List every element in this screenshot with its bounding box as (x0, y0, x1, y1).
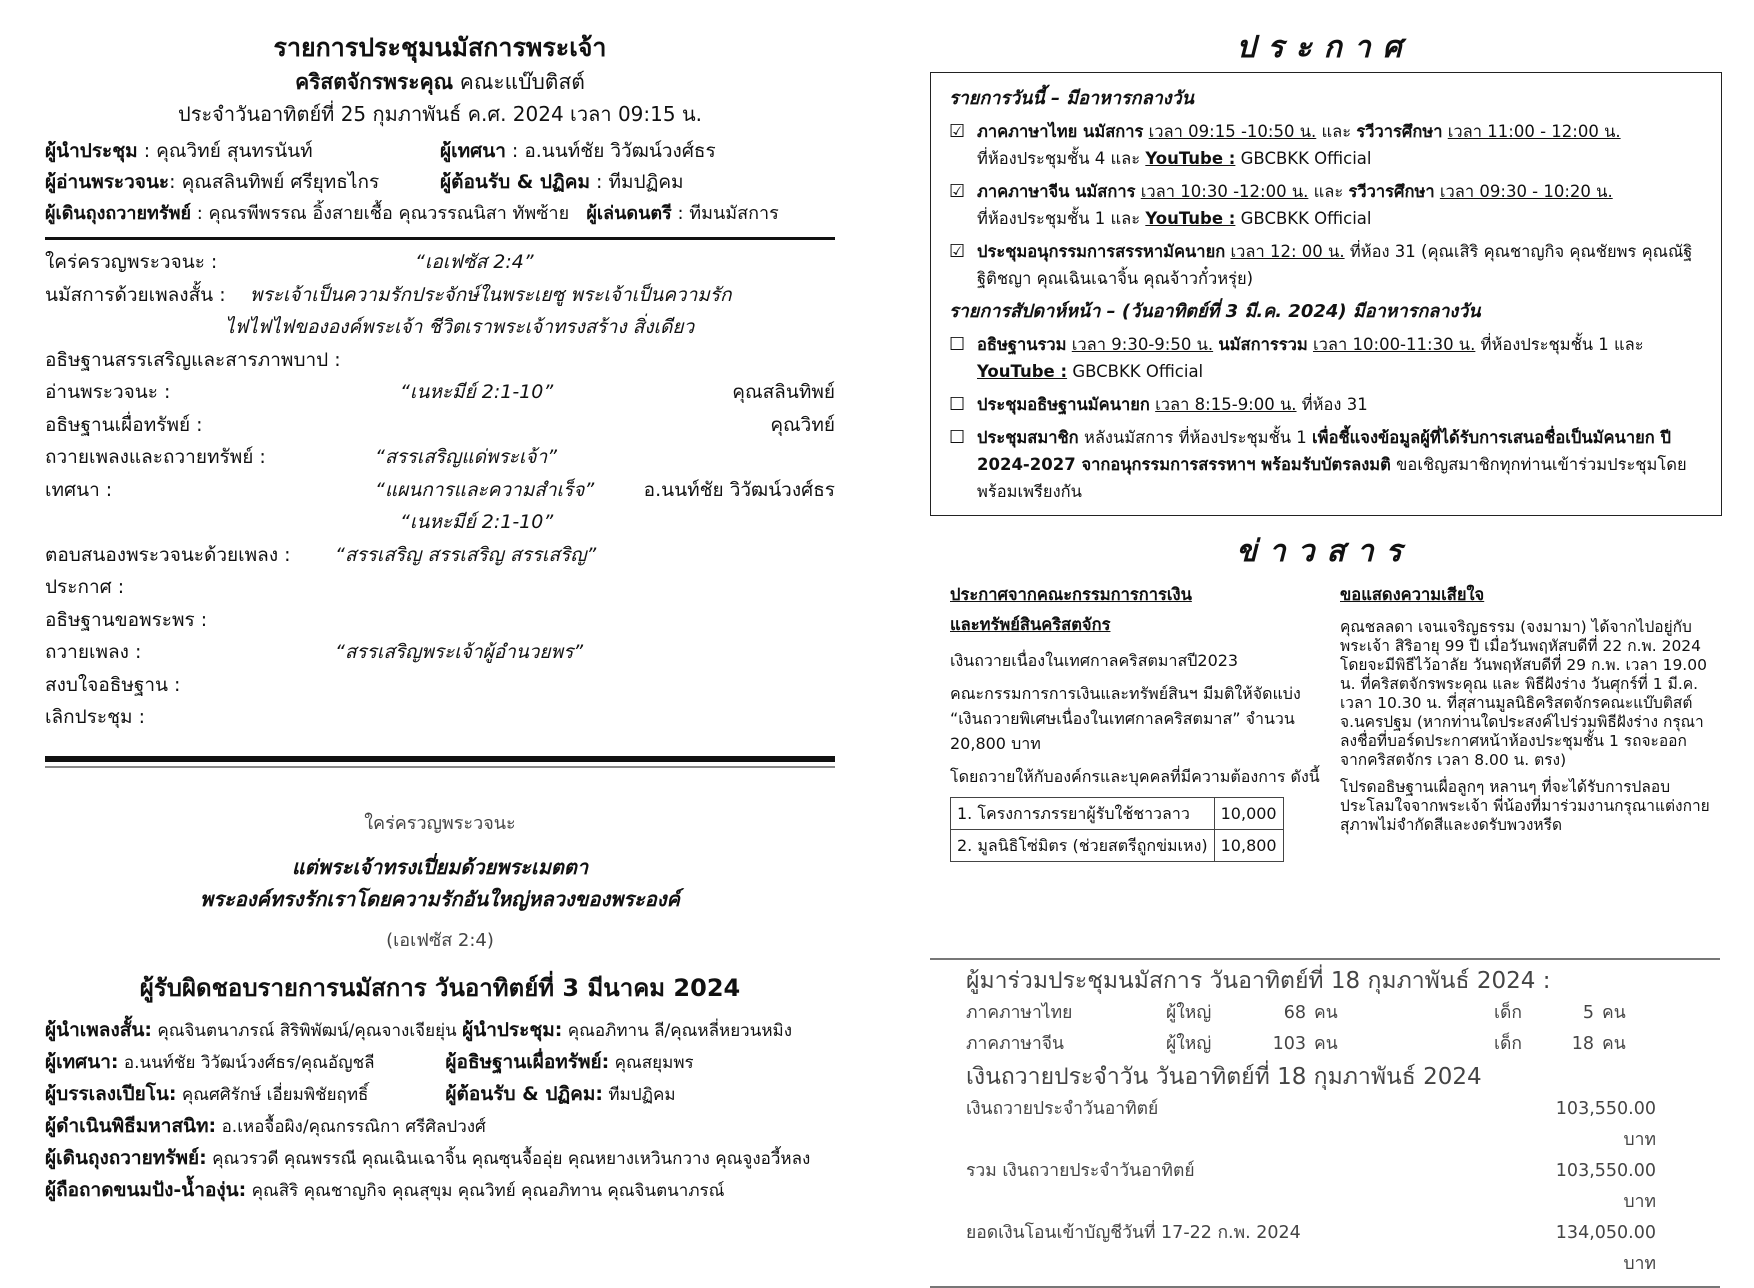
responsibility-role: ผู้ดำเนินพิธีมหาสนิท: (45, 1114, 217, 1137)
order-label: ประกาศ : (45, 576, 125, 598)
announcements-column (930, 30, 1720, 862)
channel-name: GBCBKK Official (1240, 209, 1372, 228)
announcement-item (949, 424, 1705, 505)
item-text: ที่ห้องประชุมชั้น 1 และ (977, 209, 1141, 228)
order-row (45, 409, 835, 442)
responsibility-title: ผู้รับผิดชอบรายการนมัสการ วันอาทิตย์ที่ 3 มีนาคม 2024 (139, 973, 741, 1002)
finance-news (930, 580, 1340, 862)
attendance-heading: ผู้มาร่วมประชุมนมัสการ วันอาทิตย์ที่ 18 กุมภาพันธ์ 2024 : (966, 968, 1551, 994)
checkbox-empty-icon: ☐ (949, 394, 966, 415)
role-row: ผู้นำประชุม : คุณวิทย์ สุนทรนันท์ ผู้เทศนา : อ.นนท์ชัย วิวัฒน์วงศ์ธร (45, 140, 716, 162)
responsibility-cell (445, 1047, 693, 1079)
announcements-box (930, 72, 1722, 516)
responsibility-cell (45, 1175, 724, 1207)
roles-block (45, 136, 835, 229)
group-name: ภาคภาษาไทย (966, 1003, 1073, 1023)
responsibility-role: ผู้บรรเลงเปียโน: (45, 1082, 177, 1105)
attendance-row (930, 998, 1720, 1029)
channel-name: GBCBKK Official (1240, 149, 1372, 168)
item-time: เวลา 09:15 -10:50 น. (1148, 122, 1317, 141)
item-bold: รวีวารศึกษา (1356, 122, 1443, 141)
item-text: หลังนมัสการ ที่ห้องประชุมชั้น 1 (1083, 428, 1307, 447)
item-text: ที่ห้องประชุมชั้น 1 และ (1480, 335, 1644, 354)
youtube-link[interactable]: YouTube : (977, 362, 1068, 381)
role-label: ผู้เล่นดนตรี (586, 203, 672, 224)
adult-count: 103 (1272, 1034, 1306, 1054)
gift-amount: 10,000 (1214, 798, 1283, 830)
order-row (45, 376, 835, 409)
order-detail: “สรรเสริญแด่พระเจ้า” (375, 446, 557, 468)
unit: คน (1314, 1034, 1338, 1054)
role-value: คุณวิทย์ สุนทรนันท์ (156, 140, 313, 162)
order-row (45, 604, 835, 637)
responsibility-role: ผู้เทศนา: (45, 1050, 119, 1073)
responsibility-cell (45, 1079, 440, 1111)
finance-heading-line: ประกาศจากคณะกรรมการการเงิน (950, 585, 1192, 604)
checkbox-empty-icon: ☐ (949, 334, 966, 355)
unit: คน (1602, 1003, 1626, 1023)
role-value: ทีมนมัสการ (689, 203, 779, 224)
next-week-heading: รายการสัปดาห์หน้า – (วันอาทิตย์ที่ 3 มี.ค. 2024) มีอาหารกลางวัน (949, 301, 1481, 322)
program-title: รายการประชุมนมัสการพระเจ้า (273, 33, 607, 62)
order-row (45, 344, 835, 377)
offering-label: รวม เงินถวายประจำวันอาทิตย์ (966, 1161, 1195, 1181)
item-bold: ภาคภาษาไทย นมัสการ (977, 122, 1144, 141)
item-time: เวลา 11:00 - 12:00 น. (1447, 122, 1621, 141)
responsibility-person: คุณจินตนาภรณ์ สิริพิพัฒน์/คุณจางเจียยุ่น (157, 1020, 457, 1041)
offering-amount: 103,550.00 บาท (1555, 1099, 1656, 1150)
order-person: อ.นนท์ชัย วิวัฒน์วงศ์ธร (643, 478, 835, 501)
attendance-row (930, 1029, 1720, 1060)
unit: คน (1602, 1034, 1626, 1054)
offering-heading: เงินถวายประจำวัน วันอาทิตย์ที่ 18 กุมภาพันธ์ 2024 (966, 1064, 1482, 1090)
responsibility-person: คุณอภิทาน ลี/คุณหลี่หยวนหมิง (567, 1020, 793, 1041)
offering-label: ยอดเงินโอนเข้าบัญชีวันที่ 17-22 ก.พ. 2024 (966, 1223, 1301, 1243)
condolence-paragraph: คุณชลลดา เจนเจริญธรรม (จงมามา) ได้จากไปอยู่กับพระเจ้า สิริอายุ 99 ปี เมื่อวันพฤหัสบดีที่ 22 ก.พ. 2024 โดยจะมีพิธีไว้อาลัย วันพฤหัสบดีที่ 29 ก.พ. เวลา 19.00 น. ที่คริสตจักรพระคุณ และ พิธีฝังร่าง วันศุกร์ที่ 1 มี.ค. เวลา 10.30 น. ที่สุสานมูลนิธิคริสตจักรคณะแบ๊บติสต์ จ.นครปฐม (หากท่านใดประสงค์ไปร่วมพิธีฝังร่าง กรุณาลงชื่อที่บอร์ดประกาศหน้าห้องประชุมชั้น 1 รถจะออกจากคริสตจักร เวลา 8.00 น. ตรง) (1340, 618, 1707, 769)
item-time: เวลา 12: 00 น. (1230, 242, 1345, 261)
unit: คน (1314, 1003, 1338, 1023)
group-name: ภาคภาษาจีน (966, 1034, 1065, 1054)
church-line (45, 66, 835, 98)
role-value: คุณสลินทิพย์ ศรียุทธไกร (181, 171, 380, 193)
order-detail: “เอเฟซัส 2:4” (415, 251, 534, 273)
responsibility-cell (45, 1143, 810, 1175)
today-heading: รายการวันนี้ – มีอาหารกลางวัน (949, 88, 1194, 109)
order-label: นมัสการด้วยเพลงสั้น : (45, 283, 226, 306)
announcement-item (949, 238, 1705, 292)
responsibility-person: คุณศศิรักษ์ เอี่ยมพิชัยฤทธิ์ (181, 1084, 369, 1105)
condolence-news (1340, 580, 1710, 862)
responsibility-cell (445, 1079, 675, 1111)
responsibility-person: ทีมปฏิคม (608, 1084, 676, 1105)
offering-amount: 103,550.00 บาท (1555, 1161, 1656, 1212)
section-divider (45, 237, 835, 240)
verse-line: แต่พระเจ้าทรงเปี่ยมด้วยพระเมตตา (291, 854, 589, 879)
responsibility-cell (45, 1015, 457, 1047)
responsibility-row (45, 1143, 835, 1175)
responsibility-person: คุณสยุมพร (614, 1052, 694, 1073)
finance-paragraph: คณะกรรมการการเงินและทรัพย์สินฯ มีมติให้จัดแบ่ง “เงินถวายพิเศษเนื่องในเทศกาลคริสตมาส” จำนวน 20,800 บาท (950, 684, 1301, 753)
checkbox-checked-icon: ☑ (949, 181, 966, 202)
responsibility-person: คุณสิริ คุณชาญกิจ คุณสุขุม คุณวิทย์ คุณอภิทาน คุณจินตนาภรณ์ (251, 1180, 725, 1201)
checkbox-checked-icon: ☑ (949, 241, 966, 262)
child-count: 5 (1582, 1003, 1594, 1023)
responsibility-role: ผู้นำเพลงสั้น: (45, 1018, 152, 1041)
responsibility-role: ผู้ต้อนรับ & ปฏิคม: (445, 1082, 603, 1105)
item-bold: ภาคภาษาจีน นมัสการ (977, 182, 1136, 201)
checkbox-empty-icon: ☐ (949, 427, 966, 448)
announcement-item (949, 391, 1705, 418)
order-label: สงบใจอธิษฐาน : (45, 673, 181, 696)
responsibility-cell (45, 1047, 440, 1079)
item-bold: นมัสการรวม (1218, 335, 1308, 354)
responsibility-cell (45, 1111, 486, 1143)
church-denom: คณะแบ๊บติสต์ (459, 70, 585, 94)
item-bold: ประชุมสมาชิก (977, 428, 1079, 447)
item-time: เวลา 09:30 - 10:20 น. (1439, 182, 1613, 201)
offering-row (930, 1094, 1720, 1156)
offering-row (930, 1218, 1720, 1280)
channel-name: GBCBKK Official (1072, 362, 1204, 381)
role-row: ผู้เดินถุงถวายทรัพย์ : คุณรพีพรรณ อิ้งสายเชื้อ คุณวรรณนิสา ทัพซ้าย ผู้เล่นดนตรี : ทีมนมัสการ (45, 203, 779, 224)
adult-label: ผู้ใหญ่ (1166, 1003, 1212, 1023)
responsibility-row (45, 1111, 835, 1143)
verse-heading: ใคร่ครวญพระวจนะ (364, 812, 516, 834)
checkbox-checked-icon: ☑ (949, 121, 966, 142)
order-label: อธิษฐานขอพระพร : (45, 608, 208, 631)
role-label: ผู้เทศนา (440, 140, 506, 162)
announcement-item (949, 331, 1705, 385)
order-row (45, 506, 835, 539)
responsibility-cell (462, 1015, 792, 1047)
condolence-paragraph: โปรดอธิษฐานเผื่อลูกๆ หลานๆ ที่จะได้รับการปลอบประโลมใจจากพระเจ้า พี่น้องที่มาร่วมงานกรุณาแต่งกายสุภาพไม่จำกัดสีและงดรับพวงหรีด (1340, 778, 1710, 834)
responsibility-person: อ.นนท์ชัย วิวัฒน์วงศ์ธร/คุณอัญชลี (123, 1052, 375, 1073)
offering-label: เงินถวายประจำวันอาทิตย์ (966, 1099, 1159, 1119)
order-detail: “สรรเสริญพระเจ้าผู้อำนวยพร” (335, 641, 584, 663)
adult-label: ผู้ใหญ่ (1166, 1034, 1212, 1054)
order-row (45, 539, 835, 572)
responsibility-list (45, 1015, 835, 1207)
item-time: เวลา 9:30-9:50 น. (1071, 335, 1214, 354)
item-bold: รวีวารศึกษา (1348, 182, 1435, 201)
item-text: และ (1321, 122, 1352, 141)
verse-reference: (เอเฟซัส 2:4) (386, 929, 494, 951)
gift-name: 1. โครงการภรรยาผู้รับใช้ชาวลาว (951, 798, 1215, 830)
role-value: ทีมปฏิคม (608, 171, 684, 193)
order-detail: “แผนการและความสำเร็จ” (375, 478, 595, 501)
order-label: ถวายเพลงและถวายทรัพย์ : (45, 446, 266, 468)
order-label: ตอบสนองพระวจนะด้วยเพลง : (45, 543, 291, 566)
table-row (951, 830, 1284, 862)
order-label: อธิษฐานสรรเสริญและสารภาพบาป : (45, 348, 341, 371)
order-detail: “เนหะมีย์ 2:1-10” (400, 511, 554, 533)
verse-text (45, 851, 835, 915)
announcement-item (949, 178, 1705, 232)
youtube-link[interactable]: YouTube : (1145, 149, 1236, 168)
announcements-title: ประกาศ (1236, 30, 1414, 65)
role-label: ผู้ต้อนรับ & ปฏิคม (440, 171, 590, 193)
news-section (930, 580, 1720, 862)
role-value: คุณรพีพรรณ อิ้งสายเชื้อ คุณวรรณนิสา ทัพซ้าย (208, 203, 570, 224)
adult-count: 68 (1283, 1003, 1306, 1023)
order-detail: “สรรเสริญ สรรเสริญ สรรเสริญ” (335, 543, 597, 566)
attendance-offering-panel (930, 958, 1720, 1288)
verse-line: พระองค์ทรงรักเราโดยความรักอันใหญ่หลวงของพระองค์ (200, 886, 680, 911)
responsibility-role: ผู้อธิษฐานเผื่อทรัพย์: (445, 1050, 610, 1073)
order-row (45, 669, 835, 702)
order-row (45, 636, 835, 669)
order-row (45, 571, 835, 604)
order-label: อ่านพระวจนะ : (45, 381, 171, 403)
order-label: เทศนา : (45, 478, 113, 501)
order-of-service (45, 246, 835, 734)
youtube-link[interactable]: YouTube : (1145, 209, 1236, 228)
child-label: เด็ก (1494, 1034, 1522, 1054)
responsibility-role: ผู้ถือถาดขนมปัง-น้ำองุ่น: (45, 1178, 247, 1201)
church-name: คริสตจักรพระคุณ (295, 70, 454, 94)
item-text: ขอเชิญสมาชิกทุกท่านเข้าร่วมประชุมโดยพร้อมเพรียงกัน (977, 455, 1687, 501)
order-row (45, 311, 835, 344)
child-label: เด็ก (1494, 1003, 1522, 1023)
announcement-item (949, 118, 1705, 172)
order-row (45, 279, 835, 312)
role-value: อ.นนท์ชัย วิวัฒน์วงศ์ธร (524, 140, 716, 162)
item-text: ที่ห้องประชุมชั้น 4 และ (977, 149, 1141, 168)
item-bold: ประชุมอธิษฐานมัคนายก (977, 395, 1150, 414)
worship-program-column (45, 30, 835, 1207)
responsibility-row (45, 1175, 835, 1207)
date-line: ประจำวันอาทิตย์ที่ 25 กุมภาพันธ์ ค.ศ. 2024 เวลา 09:15 น. (178, 102, 702, 126)
finance-heading (950, 580, 1322, 640)
role-label: ผู้นำประชุม (45, 140, 138, 162)
offering-row (930, 1156, 1720, 1218)
finance-paragraph: เงินถวายเนื่องในเทศกาลคริสตมาสปี2023 (950, 651, 1239, 670)
order-row (45, 701, 835, 734)
condolence-heading: ขอแสดงความเสียใจ (1340, 585, 1485, 604)
responsibility-person: อ.เหอจื้อผิง/คุณกรรณิกา ศรีศิลปวงศ์ (221, 1116, 486, 1137)
gift-table (950, 797, 1284, 862)
item-text: ที่ห้อง 31 (1301, 395, 1368, 414)
table-row (951, 798, 1284, 830)
order-detail: “เนหะมีย์ 2:1-10” (400, 381, 554, 403)
offering-amount: 134,050.00 บาท (1555, 1223, 1656, 1274)
double-divider (45, 756, 835, 768)
responsibility-row (45, 1079, 835, 1111)
gift-amount: 10,800 (1214, 830, 1283, 862)
finance-heading-line: และทรัพย์สินคริสตจักร (950, 615, 1111, 634)
responsibility-role: ผู้นำประชุม: (462, 1018, 563, 1041)
item-text: และ (1313, 182, 1344, 201)
child-count: 18 (1571, 1034, 1594, 1054)
item-bold: อธิษฐานรวม (977, 335, 1067, 354)
responsibility-row (45, 1015, 835, 1047)
responsibility-role: ผู้เดินถุงถวายทรัพย์: (45, 1146, 207, 1169)
role-label: ผู้เดินถุงถวายทรัพย์ (45, 203, 191, 224)
order-row (45, 474, 835, 507)
item-text: ที่ห้อง 31 (คุณเสิริ คุณชาญกิจ คุณชัยพร คุณณัฐิฐิติชญา คุณเฉินเฉาจิ้น คุณจ้าวกั๋วหรุ่ย) (977, 242, 1693, 288)
item-time: เวลา 10:30 -12:00 น. (1140, 182, 1309, 201)
finance-paragraph: โดยถวายให้กับองค์กรและบุคคลที่มีความต้องการ ดังนี้ (950, 767, 1320, 786)
item-bold: ประชุมอนุกรรมการสรรหามัคนายก (977, 242, 1226, 261)
order-person: คุณสลินทิพย์ (732, 381, 835, 403)
order-row (45, 246, 835, 279)
item-time: เวลา 10:00-11:30 น. (1312, 335, 1476, 354)
responsibility-person: คุณวรวดี คุณพรรณี คุณเฉินเฉาจิ้น คุณซุนจื้ออุ่ย คุณหยางเหวินกวาง คุณจูงอวี้หลง (212, 1148, 811, 1169)
order-label: ถวายเพลง : (45, 641, 142, 663)
order-label: เลิกประชุม : (45, 706, 145, 728)
order-row (45, 441, 835, 474)
role-row: ผู้อ่านพระวจนะ: คุณสลินทิพย์ ศรียุทธไกร ผู้ต้อนรับ & ปฏิคม : ทีมปฏิคม (45, 171, 684, 193)
news-title: ข่าวสาร (1236, 534, 1414, 569)
order-person: คุณวิทย์ (770, 413, 835, 436)
role-label: ผู้อ่านพระวจนะ (45, 171, 170, 193)
order-label: ใคร่ครวญพระวจนะ : (45, 251, 218, 273)
order-detail: พระเจ้าเป็นความรักประจักษ์ในพระเยซู พระเจ้าเป็นความรัก (250, 283, 732, 306)
responsibility-row (45, 1047, 835, 1079)
order-label: อธิษฐานเผื่อทรัพย์ : (45, 413, 203, 436)
order-detail: ไฟไฟไฟขององค์พระเจ้า ชีวิตเราพระเจ้าทรงสร้าง สิ่งเดียว (225, 316, 695, 338)
gift-name: 2. มูลนิธิโซ่มิตร (ช่วยสตรีถูกข่มเหง) (951, 830, 1215, 862)
item-bold: เพื่อชี้แจงข้อมูลผู้ที่ได้รับการเสนอชื่อเป็นมัคนายก ปี 2024-2027 จากอนุกรรมการสรรหาฯ พร้อมรับบัตรลงมติ (977, 428, 1671, 474)
item-time: เวลา 8:15-9:00 น. (1155, 395, 1297, 414)
